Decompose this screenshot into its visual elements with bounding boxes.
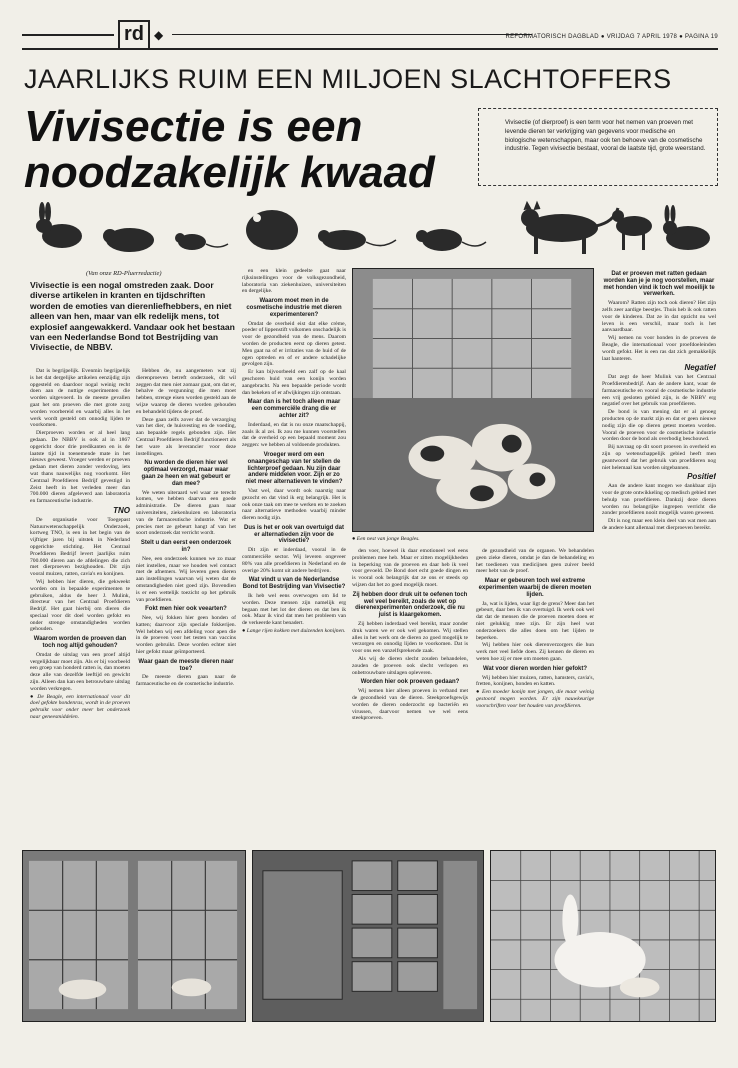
question: Stelt u dan eerst een onderzoek in? [140,540,232,553]
question: Vroeger werd om een onaangeschap van ter stellen de lichterproef gedaan. Nu zijn daar andere middelen voor. Zijn er zo niet meer alternatieven te vinden? [245,451,343,486]
article-column-1 [30,368,130,826]
paragraph: Ja, wat is lijden, waar ligt de grens? Meer dan het gebeurt, daar ben ik van overtuigd. Ik werk ook wel dat dat de mensen die de proeven moeten doen er niet gelukkig mee zijn. Er zijn heel wat onderzoekers die alles doen om het lijden te beperken. [476,600,594,641]
question: Wat voor dieren worden hier gefokt? [482,665,588,672]
paragraph: Dierproeven worden er al heel lang gedaan. De NBBV is ook al in 1867 opgericht door drie predikanten en is de laatste tijd in toenemende mate in het nieuws geweest. Vroeger werden er proeven gedaan met dieren zonder verdoving, iets wat thans nauwelijks nog voorkomt. Het Centraal Proefdieren Bedrijf gevestigd in Zeist heeft in het verleden meer dan 700.000 dieren afgeleverd aan laboratoria en farmaceutische industrie. [30,430,130,505]
photo-caption-block [352,536,594,546]
paragraph: De organisatie voor Toegepast Natuurwetenschappelijk Onderzoek, kortweg TNO, is een in het begin van de vijftiger jaren bij uitstek in Nederland opgerichte stichting. Het Centraal Proefdieren Bedrijf levert jaarlijks ruim 700.000 dieren aan de afdelingen die zich met dierproeven bezighouden. Dit zijn vooral muizen, ratten, cavia's en konijnen. [30,516,130,578]
cat-icon [521,202,618,254]
diamond-icon: ◆ [154,28,164,42]
paragraph: De bond is van mening dat er al genoeg producten op de markt zijn en dat er geen nieuwe nodig zijn die op dieren getest moeten worden. Vooral de proeven voor de cosmetische industrie worden door de bond als overbodig beschouwd. [602,409,716,443]
paragraph: de gezondheid van de organen. We behandelen geen zieke dieren, omdat je dan de behandeling en het toedienen van medicijnen geen zuiver beeld meer hebt van de proef. [476,548,594,575]
masthead-rule [172,34,532,35]
rat-icon [318,230,396,250]
byline: (Van onze RD-Pluerredactie) [86,270,162,277]
paragraph: Dit zijn er inderdaad, vooral in de commerciële sector. Wij leveren ongeveer 80% van alle proefdieren in Nederland en de overige 20% komt uit andere bedrijven. [242,547,346,574]
question: Waar gaan de meeste dieren naar toe? [138,658,234,672]
question: Dat er proeven met ratten gedaan worden kan je je nog voorstellen, maar met honden vind ik toch wel moeilijk te verwerken. [603,271,715,298]
paragraph: Bij navraag op dit soort proeven in overheid en zijn op wetenschappelijk gebied heeft men geantwoord dat het gebruik van proefdieren nog niet helemaal kan worden uitgebannen. [602,444,716,471]
rat-icon [416,229,486,251]
paragraph: Wij hebben hier dieren, die gekweekt worden om in bepaalde experimenten te gebruiken, aldus de heer J. Mulink, directeur van het Centraal Proefdieren Bedrijf. Het gaat hierbij om dieren die speciaal voor dit doel worden gefokt en onder strenge omstandigheden worden gehouden. [30,578,130,633]
article-column-6 [602,268,716,848]
question: Zij hebben door druk uit te oefenen toch wel veel bereikt, zoals de wet op dierenexperimenten onderzoek, die nu juist is klaargekomen. [352,591,468,619]
paragraph: Waarom? Ratten zijn toch ook dieren? Het zijn zelfs zeer aardige beestjes. Thuis heb ik ook ratten voor de kinderen. Dat ze in dat opzicht nu wel leven is een verschil, maar toch is het aanvaardbaar. [602,300,716,334]
paragraph: Zij hebben inderdaad veel bereikt, maar zonder druk waren we er ook wel gekomen. Wij stellen alles in het werk om de dieren zo goed mogelijk te verzorgen en onnodig lijden te voorkomen. Dat is voor ons een vanzelfsprekende zaak. [352,620,468,655]
paragraph: Deze gaan zelfs zover dat de verzorging van het dier, de huisvesting en de voeding, aan bepaalde regels gebonden zijn. Het Centraal Proefdieren Bedrijf functioneert als het ware als leverancier voor deze instellingen. [136,416,236,457]
intro-paragraph: Vivisectie is een nogal omstreden zaak. Door diverse artikelen in kranten en tijdschriften worden de emoties van dierenliefhebbers, en niet alleen van hen, maar van elk redelijk mens, tot explosief aangewakkerd. Vandaar ook het bestaan van een Nederlandse Bond tot Bestrijding van Vivisectie, de NBBV. [30,280,235,353]
rabbit-icon [663,205,710,250]
paragraph: Als wij de dieren slecht zouden behandelen, zouden de proeven ook slecht verlopen en onbetrouwbare uitslagen opleveren. [352,655,468,676]
question: Fokt men hier ook veearten? [145,606,227,613]
paragraph: Wij nemen hier alleen proeven in verband met de gezondheid van de dieren. Steekproefsgewijs worden de dieren onderzocht op bacteriën en virussen, daarvoor nemen we wel eens steekproeven. [352,688,468,722]
rabbit-icon [36,202,82,248]
photo-caption: ● De Beagle, een internationaal voor dit doel gefokte hondenras, wordt in de proeven gebruikt voor onder meer het onderzoek naar geneesmiddelen. [30,693,130,721]
mouse-icon [175,233,228,250]
paragraph: Omdat de overheid eist dat elke crème, poeder of lippenstift volkomen onschadelijk is voor de gezondheid van de mens. Daarom worden de producten eerst op dieren getest. Men gaat na of er irritaties van de huid of de ogen optreden en of er andere schadelijke gevolgen zijn. [242,320,346,368]
paragraph: Wij nemen nu voor honden in de proeven de Beagle, die internationaal voor proefdoeleinden wordt gefokt. Het is een ras dat zich gemakkelijk laat hanteren. [602,335,716,362]
paragraph: en een klein gedeelte gaat naar rijksinstellingen voor de volksgezondheid, laboratoria van ziekenhuizen, universiteiten en dergelijke. [242,268,346,295]
question: Waarom moet men in de cosmetische industrie met dieren experimenteren? [246,298,342,318]
paragraph: We weten uiteraard wel waar ze terecht komen, we hebben daarvan een goede administratie. De dieren gaan naar universiteiten, ziekenhuizen en laboratoria van de farmaceutische industrie. Wat er precies met ze gebeurt hangt af van het soort onderzoek dat verricht wordt. [136,489,236,537]
masthead-rule [22,34,114,36]
question: Worden hier ook proeven gedaan? [360,679,460,686]
question: Maar dan is het toch alleen maar een commerciële drang die er achter zit? [247,399,341,419]
photo-beagle-kennels [22,850,246,1022]
paragraph: Dat is begrijpelijk. Evenmin begrijpelijk is het dat dergelijke artikelen eenzijdig zijn opgesteld en daardoor nogal weinig recht doen aan de nuttige experimenten die worden uitgevoerd. In de meeste gevallen gaat het om proeven die met grote zorg worden voorbereid en waarbij alles in het werk wordt gesteld om onnodig lijden te voorkomen. [30,368,130,429]
paragraph: Hebben de, nu aangemeten wat zij dierenproeven betreft onderzoek, dit wil zeggen dat men niet zomaar gaat, om dat er, behalve de vergunning die men moet hebben, strenge eisen worden gesteld aan de wijze waarop de dieren worden gehouden en behandeld tijdens de proef. [136,368,236,415]
article-column-2 [136,368,236,828]
photo-mother-rabbit [490,850,716,1022]
paragraph: den voer, hoewel ik daar emotioneel wel eens problemen mee heb. Maar er zitten mogelijkheden in beperking van de proeven en daar heb ik veel voor gevoeld. De Bond doet echt goede dingen en is vooral ook belangrijk dat ze ons er steeds op wijzen dat het zo goed mogelijk moet. [352,548,468,588]
photo-rabbit-cages [252,850,484,1022]
hamster-icon [246,210,298,250]
dateline: REFORMATORISCH DAGBLAD ● VRIJDAG 7 APRIL 1978 ● PAGINA 19 [505,34,718,40]
photo-caption: ● Lange rijen kokken met duizenden konijnen. [242,628,346,635]
paragraph: Ik heb wel eens overwogen om lid te worden. Deze mensen zijn namelijk erg begaan met het lot der dieren en dat ben ik ook. Maar ik vind dat men het probleem van de verkeerde kant benadert. [242,593,346,627]
paragraph: Aan de andere kant mogen we dankbaar zijn voor de grote ontwikkeling op medisch gebied met behulp van proefdieren. Dankzij deze dieren worden nu belangrijke ingrepen verricht die zonder proefdieren nooit mogelijk waren geweest. [602,483,716,517]
question: Dus is het er ook van overtuigd dat er alternatieden zijn voor de vivisectie? [243,524,345,545]
photo-caption: ● Een moeder konijn met jongen, die maar weinig gestoord mogen worden. Er zijn nauwkeurige voorschriften voor het houden van proefdieren. [476,689,594,709]
paragraph: Dat zegt de heer Mulink van het Centraal Proefdierenbedrijf. Aan de andere kant, waar de farmaceutische en vooral de cosmetische industrie een vrij gesloten gebied zijn, is de NBBV erg negatief over het gebruik van proefdieren. [602,374,716,408]
subheading: Positief [687,472,716,482]
guinea-pig-icon [103,228,154,252]
paragraph: Nee, wij fokken hier geen honden of katten; daarvoor zijn speciale fokkerijen. Wel hebben wij een afdeling voor apen die in de proeven voor het testen van vaccins worden gebruikt. Deze worden echter niet hier gefokt maar geïmporteerd. [136,615,236,656]
masthead [22,22,718,50]
paragraph: Inderdaad, en dat is nu onze maatschappij, zoals ik al zei. Ik zou me kunnen voorstellen dat de overheid op een bepaald moment zou zeggen: we hebben al voldoende produkten. [242,421,346,449]
photo-caption: ● Een nest van jonge Beagles. [352,536,420,542]
paragraph: Omdat de uitslag van een proef altijd vergelijkbaar moet zijn. Als er bij voorbeeld een groep van honderd ratten is, dan moeten deze alle van dezelfde leeftijd en gewicht zijn. Alleen dan kan een betrouwbare uitslag worden verkregen. [30,651,130,692]
paragraph: Wij hebben hier muizen, ratten, hamsters, cavia's, fretten, konijnen, honden en katten. [476,674,594,688]
dog-icon [612,210,652,250]
article-column-4 [352,548,468,840]
paragraph: Vast wel, daar wordt ook naarstig naar gezocht en dat vind ik erg belangrijk. Het is ook onze taak om mee te werken en te zoeken naar alternatieve methoden waarbij minder dieren nodig zijn. [242,487,346,522]
paragraph: De meeste dieren gaan naar de farmaceutische en de cosmetische industrie. [136,674,236,688]
subheading: TNO [113,505,130,515]
paragraph: Wij hebben hier ook dierenverzorgers die hun werk met veel liefde doen. Zij kennen de dieren en weten hoe zij er mee om moeten gaan. [476,642,594,662]
question: Waarom worden de proeven dan toch nog altijd gehouden? [33,636,127,650]
kicker-headline: JAARLIJKS RUIM EEN MILJOEN SLACHTOFFERS [24,64,672,94]
paragraph: Dit is nog maar een klein deel van wat men aan de andere kant allemaal met dierproeven bereikt. [602,518,716,531]
rd-logo: rd [118,20,150,50]
question: Wat vindt u van de Nederlandse Bond tot Bestrijding van Vivisectie? [242,577,346,591]
animal-illustration-strip [22,196,718,258]
definition-box: Vivisectie (of dierproef) is een term voor het nemen van proeven met levende dieren ter verkrijging van gegevens voor medische en biologische wetenschappen, maar ook ten behoeve van de cosmetische industrie. Tegen vivisectie bestaat, vooral de laatste tijd, grote weerstand. [478,108,718,186]
photo-beagle-puppies [352,268,594,532]
main-headline: Vivisectie is een noodzakelijk kwaad [24,102,435,197]
subheading: Negatief [684,363,716,373]
paragraph: Nee, een onderzoek kunnen we zo maar niet instellen, maar we houden wel contact met de afnemers. Wij leveren geen dieren aan instellingen waarvan wij weten dat de omstandigheden niet goed zijn. Bovendien is er een wettelijk toezicht op het gebruik van proefdieren. [136,555,236,603]
question: Nu worden de dieren hier wel optimaal verzorgd, maar waar gaan ze heen en wat gebeurt er dan mee? [141,460,231,487]
paragraph: Er kan bijvoorbeeld een zalf op de kaal geschoren huid van een konijn worden aangebracht. Na een bepaalde periode wordt dan bekeken of er afwijkingen zijn ontstaan. [242,369,346,396]
article-column-5 [476,548,594,840]
article-column-3 [242,268,346,842]
question: Maar er gebeuren toch wel extreme experimenten waarbij de dieren moeten lijden. [478,578,592,598]
